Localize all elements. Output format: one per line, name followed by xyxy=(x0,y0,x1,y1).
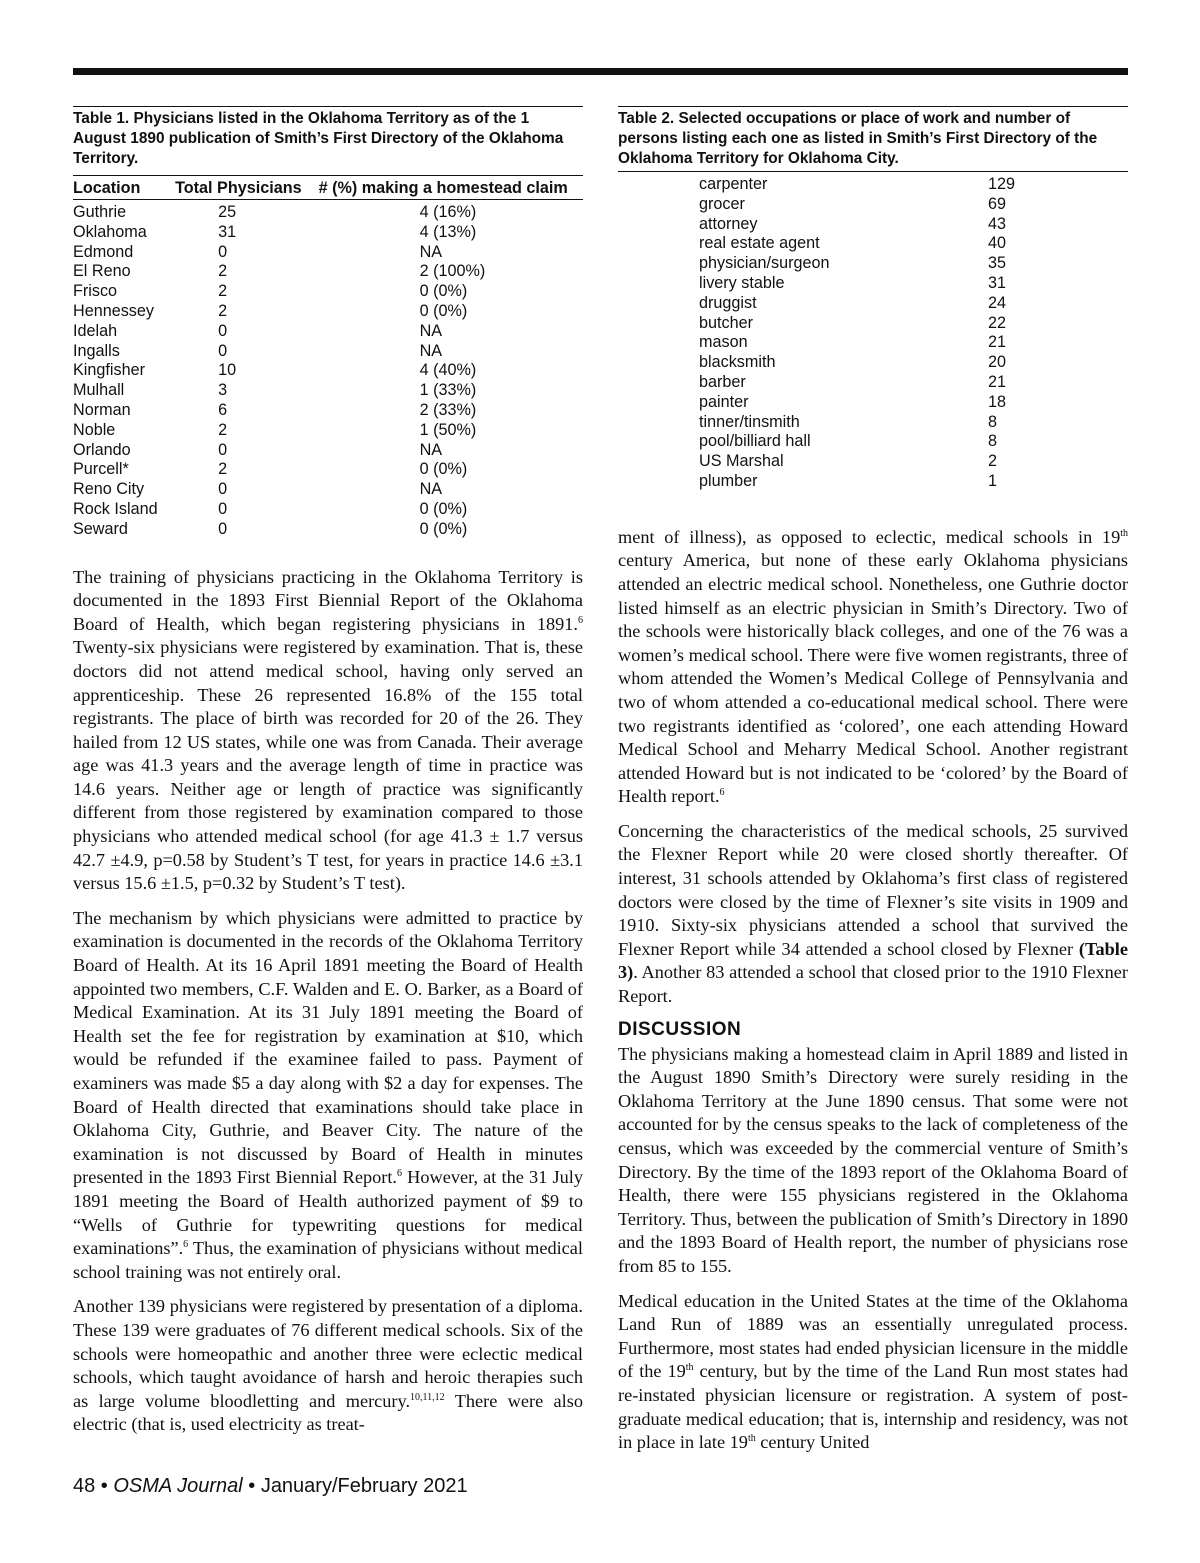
right-column xyxy=(618,106,1128,1455)
table1-claim-cell: 0 (0%) xyxy=(419,519,468,538)
table1-row xyxy=(73,401,583,421)
table1-row xyxy=(73,361,583,381)
table2-count-cell: 8 xyxy=(988,432,998,451)
table1-location-cell: Oklahoma xyxy=(73,222,147,241)
table1-caption: Table 1. Physicians listed in the Oklahoma Territory as of the 1 August 1890 publication of Smith’s First Directory of the Oklahoma Territory. xyxy=(73,106,583,169)
table2-row xyxy=(618,472,1128,492)
table1-claim-cell: NA xyxy=(419,341,443,360)
table2-occupation-cell: livery stable xyxy=(699,273,785,292)
table2-occupation-cell: pool/billiard hall xyxy=(699,432,811,451)
section-heading-discussion: DISCUSSION xyxy=(618,1018,742,1040)
table1-claim-cell: 0 (0%) xyxy=(419,499,468,518)
table1-claim-cell: 0 (0%) xyxy=(419,301,468,320)
paragraph: The physicians making a homestead claim in April 1889 and listed in the August 1890 Smith’s Directory were surely residing in the Oklahoma Territory at the June 1890 census. That some were not accounted for by the census speaks to the lack of completeness of the census, which was exceeded by the commercial venture of Smith’s Directory. By the time of the 1893 report of the Oklahoma Board of Health, there were 155 physicians registered in the Oklahoma Territory. Thus, between the publication of Smith’s Directory in 1890 and the 1893 Board of Health report, the number of physicians rose from 85 to 155. xyxy=(618,1043,1128,1276)
table2-occupation-cell: painter xyxy=(699,392,749,411)
table2-count-cell: 35 xyxy=(988,254,1007,273)
table2-occupation-cell: US Marshal xyxy=(699,452,784,471)
table2-body xyxy=(618,175,1128,492)
table1-total-cell: 2 xyxy=(218,301,228,320)
table2-row xyxy=(618,373,1128,393)
table1-location-cell: Norman xyxy=(73,400,131,419)
page-number: 48 xyxy=(73,1475,96,1497)
page-footer: 48 • OSMA Journal • January/February 2021 xyxy=(73,1475,468,1497)
table1 xyxy=(73,175,583,540)
table2-row xyxy=(618,274,1128,294)
table1-location-cell: Noble xyxy=(73,420,116,439)
table2-count-cell: 21 xyxy=(988,333,1007,352)
table1-row xyxy=(73,200,583,223)
table1-row xyxy=(73,322,583,342)
table1-total-cell: 0 xyxy=(218,440,228,459)
table1-location-cell: Frisco xyxy=(73,282,118,301)
table2-occupation-cell: blacksmith xyxy=(699,353,776,372)
table2-count-cell: 20 xyxy=(988,353,1007,372)
table2-row xyxy=(618,234,1128,254)
paragraph: Medical education in the United States at the time of the Oklahoma Land Run of 1889 was an essentially unregulated process. Furthermore, most states had ended physician licensure in the middle of the 19th century, but by the time of the Land Run most states had re-instated physician licensure or registration. A system of post-graduate medical education; that is, internship and residency, was not in place in late 19th century United xyxy=(618,1290,1128,1453)
table1-row xyxy=(73,302,583,322)
table2-count-cell: 18 xyxy=(988,392,1007,411)
table1-total-cell: 0 xyxy=(218,321,228,340)
table1-total-cell: 0 xyxy=(218,242,228,261)
table2-count-cell: 21 xyxy=(988,372,1007,391)
table2-rule xyxy=(618,171,1128,492)
top-rule xyxy=(73,68,1128,75)
table1-total-cell: 25 xyxy=(218,203,237,221)
table2-row xyxy=(618,254,1128,274)
table1-total-cell: 0 xyxy=(218,499,228,518)
table2-count-cell: 31 xyxy=(988,273,1007,292)
table1-location-cell: Orlando xyxy=(73,440,131,459)
table1-claim-cell: NA xyxy=(419,242,443,261)
table1-row xyxy=(73,381,583,401)
table1-total-cell: 2 xyxy=(218,460,228,479)
journal-name: OSMA Journal xyxy=(113,1475,243,1497)
left-column xyxy=(73,106,583,1437)
table1-header-row xyxy=(73,176,583,200)
table1-claim-cell: NA xyxy=(419,480,443,499)
table1-location-cell: El Reno xyxy=(73,262,131,281)
table2-row xyxy=(618,294,1128,314)
table1-header-homestead: # (%) making a homestead claim xyxy=(315,176,583,200)
table2-occupation-cell: attorney xyxy=(699,214,758,233)
table2 xyxy=(618,175,1128,492)
table2-count-cell: 129 xyxy=(988,175,1016,193)
table1-location-cell: Purcell* xyxy=(73,460,129,479)
table1-claim-cell: 2 (33%) xyxy=(419,400,477,419)
table1-body xyxy=(73,200,583,540)
table1-row xyxy=(73,342,583,362)
table2-row xyxy=(618,215,1128,235)
paragraph: Concerning the characteristics of the medical schools, 25 survived the Flexner Report while 20 were closed shortly thereafter. Of interest, 31 schools attended by Oklahoma’s first class of registered doctors were closed by the time of Flexner’s site visits in 1909 and 1910. Sixty-six physicians attended a school that survived the Flexner Report while 34 attended a school closed by Flexner (Table 3). Another 83 attended a school that closed prior to the 1910 Flexner Report. xyxy=(618,820,1128,1007)
table1-location-cell: Kingfisher xyxy=(73,361,145,380)
table2-row xyxy=(618,432,1128,452)
paragraph: The mechanism by which physicians were admitted to practice by examination is documented in the records of the Oklahoma Territory Board of Health. At its 16 April 1891 meeting the Board of Health appointed two members, C.F. Walden and E. O. Barker, as a Board of Medical Examination. At its 31 July 1891 meeting the Board of Health set the fee for registration by examination at $10, which would be refunded if the examinee failed to pass. Payment of examiners was made $5 a day along with $2 a day for expenses. The Board of Health directed that examinations should take place in Oklahoma City, Guthrie, and Beaver City. The nature of the examination is not discussed by Board of Health in minutes presented in the 1893 First Biennial Report.$^6$ However, at the 31 July 1891 meeting the Board of Health authorized payment of $9 to “Wells of Guthrie for typewriting questions for medical examinations”.$^6$ Thus, the examination of physicians without medical school training was not entirely oral. xyxy=(73,907,583,1282)
table2-count-cell: 8 xyxy=(988,412,998,431)
table2-count-cell: 40 xyxy=(988,234,1007,253)
table1-row xyxy=(73,243,583,263)
table1-row xyxy=(73,480,583,500)
table2-occupation-cell: mason xyxy=(699,333,748,352)
table1-location-cell: Rock Island xyxy=(73,499,158,518)
table1-total-cell: 10 xyxy=(218,361,237,380)
table1-header-total: Total Physicians xyxy=(162,176,315,200)
table2-row xyxy=(618,353,1128,373)
table1-location-cell: Ingalls xyxy=(73,341,120,360)
table2-occupation-cell: plumber xyxy=(699,471,758,490)
table2-occupation-cell: grocer xyxy=(699,194,745,213)
table1-row xyxy=(73,460,583,480)
table1-total-cell: 6 xyxy=(218,400,228,419)
table1-location-cell: Edmond xyxy=(73,242,134,261)
table1-claim-cell: 1 (50%) xyxy=(419,420,477,439)
paragraph: Another 139 physicians were registered by presentation of a diploma. These 139 were graduates of 76 different medical schools. Six of the schools were homeopathic and another three were eclectic medical schools, which taught avoidance of harsh and heroic therapies such as large volume bloodletting and mercury.$^{10,11,12}$ There were also electric (that is, used electricity as treat- xyxy=(73,1296,583,1435)
table1-claim-cell: 0 (0%) xyxy=(419,282,468,301)
table1-location-cell: Mulhall xyxy=(73,381,125,400)
table2-row xyxy=(618,452,1128,472)
table1-total-cell: 0 xyxy=(218,519,228,538)
table1-claim-cell: 4 (40%) xyxy=(419,361,477,380)
table2-occupation-cell: physician/surgeon xyxy=(699,254,830,273)
table1-row xyxy=(73,500,583,520)
table1-total-cell: 2 xyxy=(218,420,228,439)
table1-claim-cell: 4 (16%) xyxy=(419,203,477,221)
table2-row xyxy=(618,195,1128,215)
table1-claim-cell: 1 (33%) xyxy=(419,381,477,400)
table2-count-cell: 2 xyxy=(988,452,998,471)
table1-total-cell: 31 xyxy=(218,222,237,241)
table1-row xyxy=(73,223,583,243)
table2-count-cell: 22 xyxy=(988,313,1007,332)
table1-row xyxy=(73,262,583,282)
issue-date: January/February 2021 xyxy=(260,1475,468,1497)
table1-claim-cell: NA xyxy=(419,321,443,340)
table1-location-cell: Idelah xyxy=(73,321,118,340)
table2-count-cell: 69 xyxy=(988,194,1007,213)
paragraph: The training of physicians practicing in the Oklahoma Territory is documented in the 1893 First Biennial Report of the Oklahoma Board of Health, which began registering physicians in 1891.$^6$ Twenty-six physicians were registered by examination. That is, these doctors did not attend medical school, having only served an apprenticeship. These 26 represented 16.8% of the 155 total registrants. The place of birth was recorded for 20 of the 26. They hailed from 12 US states, while one was from Canada. Their average age was 41.3 years and the average length of time in practice was 14.6 years. Neither age or length of practice was significantly different from those registered by examination compared to those physicians who attended medical school (for age 41.3 ± 1.7 versus 42.7 ±4.9, p=0.58 by Student’s T test, for years in practice 14.6 ±3.1 versus 15.6 ±1.5, p=0.32 by Student’s T test). xyxy=(73,566,583,894)
table2-count-cell: 1 xyxy=(988,471,998,490)
table2-occupation-cell: real estate agent xyxy=(699,234,820,253)
table1-total-cell: 0 xyxy=(218,341,228,360)
table1-row xyxy=(73,421,583,441)
table2-count-cell: 24 xyxy=(988,293,1007,312)
table2-row xyxy=(618,393,1128,413)
table1-location-cell: Guthrie xyxy=(73,203,127,221)
table2-row xyxy=(618,333,1128,353)
table1-row xyxy=(73,441,583,461)
table2-occupation-cell: tinner/tinsmith xyxy=(699,412,800,431)
table1-header-location: Location xyxy=(73,176,162,200)
table1-location-cell: Reno City xyxy=(73,480,145,499)
table2-row xyxy=(618,314,1128,334)
table1-claim-cell: 4 (13%) xyxy=(419,222,477,241)
table2-caption: Table 2. Selected occupations or place of work and number of persons listing each one as listed in Smith’s First Directory of the Oklahoma Territory for Oklahoma City. xyxy=(618,106,1128,169)
table1-claim-cell: NA xyxy=(419,440,443,459)
table2-count-cell: 43 xyxy=(988,214,1007,233)
table1-total-cell: 3 xyxy=(218,381,228,400)
table2-row xyxy=(618,175,1128,195)
table2-occupation-cell: barber xyxy=(699,372,746,391)
table1-location-cell: Hennessey xyxy=(73,301,154,320)
table2-occupation-cell: butcher xyxy=(699,313,753,332)
table1-location-cell: Seward xyxy=(73,519,128,538)
paragraph: ment of illness), as opposed to eclectic, medical schools in 19th century America, but none of these early Oklahoma physicians attended an electric medical school. Nonetheless, one Guthrie doctor listed himself as an electric physician in Smith’s Directory. Two of the schools were historically black colleges, and one of the 76 was a women’s medical school. There were five women registrants, three of whom attended the Women’s Medical College of Pennsylvania and two of whom attended a co-educational medical school. There were two registrants identified as ‘colored’, one each attending Howard Medical School and Meharry Medical School. Another registrant attended Howard but is not indicated to be ‘colored’ by the Board of Health report.$^6$ xyxy=(618,526,1128,807)
table1-claim-cell: 0 (0%) xyxy=(419,460,468,479)
table1-row xyxy=(73,282,583,302)
table1-row xyxy=(73,520,583,540)
table1-total-cell: 2 xyxy=(218,282,228,301)
table2-occupation-cell: carpenter xyxy=(699,175,768,193)
table2-occupation-cell: druggist xyxy=(699,293,757,312)
table1-total-cell: 2 xyxy=(218,262,228,281)
table2-row xyxy=(618,413,1128,433)
table1-total-cell: 0 xyxy=(218,480,228,499)
table1-claim-cell: 2 (100%) xyxy=(419,262,486,281)
